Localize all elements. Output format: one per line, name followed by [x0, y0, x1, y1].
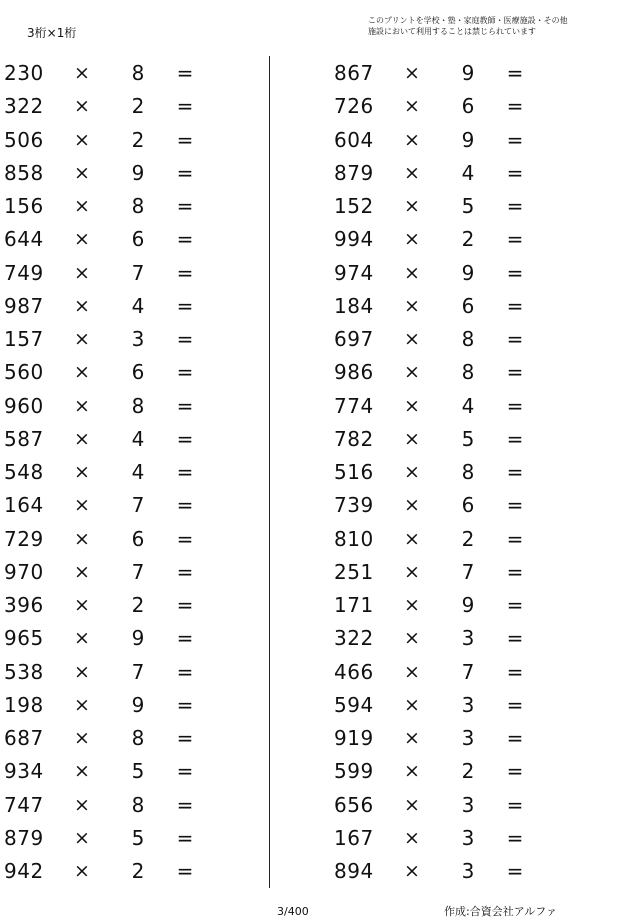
multiplier: 5 — [131, 759, 145, 784]
multiplier: 2 — [131, 94, 145, 119]
equals-sign: = — [176, 759, 194, 784]
multiplier: 2 — [461, 526, 475, 551]
times-sign: × — [404, 627, 420, 650]
times-sign: × — [404, 328, 420, 350]
multiplier: 6 — [461, 94, 475, 119]
problem-row — [0, 57, 240, 90]
equals-sign: = — [176, 726, 194, 750]
problem-row — [330, 57, 570, 90]
problem-row — [0, 223, 240, 256]
problem-row — [0, 822, 240, 855]
times-sign: × — [404, 693, 420, 716]
problem-row — [330, 290, 570, 323]
multiplicand: 934 — [4, 759, 44, 784]
equals-sign: = — [506, 393, 524, 418]
equals-sign: = — [176, 393, 194, 418]
problem-row — [0, 323, 240, 356]
multiplier: 7 — [131, 260, 145, 285]
multiplier: 9 — [461, 593, 475, 617]
times-sign: × — [74, 627, 90, 650]
multiplier: 2 — [461, 227, 475, 252]
times-sign: × — [404, 261, 420, 284]
equals-sign: = — [176, 360, 194, 385]
equals-sign: = — [506, 792, 524, 817]
problem-row — [330, 124, 570, 157]
times-sign: × — [74, 727, 90, 749]
multiplicand: 466 — [334, 659, 374, 684]
multiplier: 9 — [131, 160, 145, 185]
equals-sign: = — [176, 293, 194, 318]
problem-row — [330, 423, 570, 456]
times-sign: × — [404, 527, 420, 550]
problem-row — [0, 556, 240, 589]
times-sign: × — [74, 560, 90, 583]
multiplier: 4 — [131, 426, 145, 451]
equals-sign: = — [176, 493, 194, 518]
multiplier: 9 — [461, 127, 475, 152]
equals-sign: = — [176, 227, 194, 252]
multiplier: 4 — [131, 293, 145, 318]
times-sign: × — [74, 427, 90, 450]
equals-sign: = — [506, 160, 524, 185]
times-sign: × — [404, 461, 420, 483]
times-sign: × — [404, 826, 420, 849]
equals-sign: = — [506, 360, 524, 385]
times-sign: × — [74, 294, 90, 317]
multiplicand: 251 — [334, 559, 374, 584]
times-sign: × — [74, 128, 90, 151]
times-sign: × — [404, 95, 420, 118]
multiplicand: 729 — [4, 526, 44, 551]
multiplier: 5 — [131, 825, 145, 850]
multiplier: 3 — [461, 726, 475, 750]
times-sign: × — [74, 594, 90, 616]
times-sign: × — [74, 494, 90, 517]
times-sign: × — [404, 361, 420, 384]
equals-sign: = — [506, 260, 524, 285]
problem-row — [0, 722, 240, 755]
multiplier: 2 — [131, 593, 145, 617]
multiplier: 2 — [461, 759, 475, 784]
multiplier: 5 — [461, 426, 475, 451]
multiplicand: 599 — [334, 759, 374, 784]
multiplicand: 548 — [4, 460, 44, 484]
times-sign: × — [74, 527, 90, 550]
times-sign: × — [404, 294, 420, 317]
problem-row — [330, 90, 570, 123]
times-sign: × — [404, 727, 420, 749]
equals-sign: = — [176, 94, 194, 119]
multiplier: 7 — [131, 559, 145, 584]
equals-sign: = — [506, 227, 524, 252]
problem-row — [330, 456, 570, 489]
problem-row — [0, 456, 240, 489]
multiplier: 6 — [131, 227, 145, 252]
times-sign: × — [404, 195, 420, 217]
multiplier: 6 — [131, 526, 145, 551]
multiplier: 8 — [131, 726, 145, 750]
multiplier: 7 — [131, 493, 145, 518]
multiplier: 8 — [461, 327, 475, 351]
problem-row — [0, 523, 240, 556]
problem-row — [0, 90, 240, 123]
multiplier: 9 — [131, 692, 145, 717]
multiplicand: 230 — [4, 61, 44, 85]
right-problem-column — [330, 57, 570, 888]
problem-row — [330, 523, 570, 556]
problem-row — [0, 290, 240, 323]
multiplicand: 697 — [334, 327, 374, 351]
multiplicand: 687 — [4, 726, 44, 750]
multiplicand: 858 — [4, 160, 44, 185]
multiplier: 9 — [461, 61, 475, 85]
problem-row — [330, 822, 570, 855]
times-sign: × — [74, 826, 90, 849]
multiplicand: 726 — [334, 94, 374, 119]
problem-row — [0, 855, 240, 888]
equals-sign: = — [176, 792, 194, 817]
multiplicand: 987 — [4, 293, 44, 318]
times-sign: × — [404, 594, 420, 616]
multiplier: 7 — [461, 559, 475, 584]
equals-sign: = — [506, 460, 524, 484]
times-sign: × — [74, 62, 90, 84]
multiplier: 2 — [131, 859, 145, 883]
times-sign: × — [74, 693, 90, 716]
times-sign: × — [404, 860, 420, 882]
multiplicand: 656 — [334, 792, 374, 817]
times-sign: × — [74, 261, 90, 284]
multiplier: 6 — [461, 493, 475, 518]
problem-row — [330, 390, 570, 423]
multiplicand: 516 — [334, 460, 374, 484]
equals-sign: = — [506, 726, 524, 750]
problem-row — [0, 423, 240, 456]
problem-row — [0, 190, 240, 223]
times-sign: × — [404, 660, 420, 683]
multiplicand: 974 — [334, 260, 374, 285]
multiplicand: 167 — [334, 825, 374, 850]
times-sign: × — [404, 161, 420, 184]
multiplicand: 604 — [334, 127, 374, 152]
multiplicand: 156 — [4, 194, 44, 218]
multiplicand: 960 — [4, 393, 44, 418]
multiplicand: 965 — [4, 626, 44, 651]
usage-notice — [368, 15, 568, 37]
equals-sign: = — [506, 759, 524, 784]
multiplicand: 747 — [4, 792, 44, 817]
equals-sign: = — [506, 593, 524, 617]
times-sign: × — [74, 461, 90, 483]
problem-row — [330, 556, 570, 589]
equals-sign: = — [176, 659, 194, 684]
multiplicand: 184 — [334, 293, 374, 318]
equals-sign: = — [176, 194, 194, 218]
problem-row — [0, 390, 240, 423]
page-number: 3/400 — [277, 905, 309, 918]
problem-row — [330, 323, 570, 356]
multiplicand: 322 — [4, 94, 44, 119]
multiplier: 8 — [131, 61, 145, 85]
problem-row — [330, 622, 570, 655]
multiplicand: 970 — [4, 559, 44, 584]
equals-sign: = — [506, 194, 524, 218]
multiplier: 8 — [131, 194, 145, 218]
times-sign: × — [404, 228, 420, 251]
multiplier: 4 — [461, 160, 475, 185]
problem-row — [0, 656, 240, 689]
problem-row — [330, 855, 570, 888]
worksheet-title: 3桁×1桁 — [27, 26, 77, 40]
equals-sign: = — [506, 493, 524, 518]
equals-sign: = — [176, 460, 194, 484]
multiplier: 8 — [131, 393, 145, 418]
multiplicand: 644 — [4, 227, 44, 252]
times-sign: × — [74, 760, 90, 783]
times-sign: × — [74, 860, 90, 882]
equals-sign: = — [176, 526, 194, 551]
equals-sign: = — [506, 692, 524, 717]
multiplier: 7 — [461, 659, 475, 684]
problem-row — [330, 489, 570, 522]
multiplier: 9 — [131, 626, 145, 651]
usage-notice-line: このプリントを学校・塾・家庭教師・医療施設・その他 — [368, 16, 568, 25]
problem-row — [330, 722, 570, 755]
equals-sign: = — [176, 692, 194, 717]
multiplicand: 867 — [334, 61, 374, 85]
multiplicand: 164 — [4, 493, 44, 518]
problem-row — [0, 755, 240, 788]
multiplicand: 171 — [334, 593, 374, 617]
equals-sign: = — [506, 526, 524, 551]
multiplicand: 879 — [4, 825, 44, 850]
equals-sign: = — [506, 859, 524, 883]
multiplier: 3 — [461, 859, 475, 883]
times-sign: × — [404, 62, 420, 84]
multiplicand: 919 — [334, 726, 374, 750]
multiplier: 4 — [461, 393, 475, 418]
equals-sign: = — [176, 160, 194, 185]
equals-sign: = — [176, 559, 194, 584]
times-sign: × — [74, 95, 90, 118]
equals-sign: = — [176, 61, 194, 85]
times-sign: × — [404, 394, 420, 417]
multiplier: 5 — [461, 194, 475, 218]
multiplicand: 560 — [4, 360, 44, 385]
equals-sign: = — [506, 327, 524, 351]
multiplicand: 986 — [334, 360, 374, 385]
problem-row — [330, 689, 570, 722]
problem-row — [0, 489, 240, 522]
multiplicand: 749 — [4, 260, 44, 285]
problem-row — [0, 157, 240, 190]
multiplicand: 322 — [334, 626, 374, 651]
multiplier: 3 — [461, 825, 475, 850]
equals-sign: = — [176, 327, 194, 351]
times-sign: × — [74, 660, 90, 683]
multiplicand: 587 — [4, 426, 44, 451]
problem-row — [0, 622, 240, 655]
problem-row — [330, 356, 570, 389]
multiplicand: 879 — [334, 160, 374, 185]
problem-row — [330, 157, 570, 190]
multiplier: 7 — [131, 659, 145, 684]
multiplicand: 157 — [4, 327, 44, 351]
problem-row — [330, 789, 570, 822]
multiplicand: 396 — [4, 593, 44, 617]
multiplier: 6 — [461, 293, 475, 318]
multiplier: 9 — [461, 260, 475, 285]
problem-row — [330, 223, 570, 256]
multiplier: 8 — [461, 360, 475, 385]
multiplicand: 810 — [334, 526, 374, 551]
equals-sign: = — [176, 593, 194, 617]
equals-sign: = — [176, 825, 194, 850]
multiplier: 3 — [461, 626, 475, 651]
multiplicand: 942 — [4, 859, 44, 883]
problem-row — [330, 755, 570, 788]
equals-sign: = — [176, 260, 194, 285]
times-sign: × — [404, 793, 420, 816]
equals-sign: = — [176, 859, 194, 883]
problem-row — [330, 190, 570, 223]
times-sign: × — [74, 328, 90, 350]
multiplicand: 198 — [4, 692, 44, 717]
equals-sign: = — [506, 825, 524, 850]
problem-row — [330, 656, 570, 689]
equals-sign: = — [506, 559, 524, 584]
times-sign: × — [74, 195, 90, 217]
equals-sign: = — [506, 659, 524, 684]
equals-sign: = — [176, 426, 194, 451]
problem-row — [0, 124, 240, 157]
times-sign: × — [74, 793, 90, 816]
multiplier: 4 — [131, 460, 145, 484]
multiplier: 8 — [131, 792, 145, 817]
multiplicand: 152 — [334, 194, 374, 218]
equals-sign: = — [176, 127, 194, 152]
times-sign: × — [404, 760, 420, 783]
multiplier: 6 — [131, 360, 145, 385]
equals-sign: = — [506, 293, 524, 318]
equals-sign: = — [506, 61, 524, 85]
times-sign: × — [74, 228, 90, 251]
times-sign: × — [74, 361, 90, 384]
multiplier: 3 — [461, 792, 475, 817]
multiplicand: 994 — [334, 227, 374, 252]
equals-sign: = — [176, 626, 194, 651]
problem-row — [0, 356, 240, 389]
multiplier: 3 — [131, 327, 145, 351]
problem-row — [0, 689, 240, 722]
left-problem-column — [0, 57, 240, 888]
equals-sign: = — [506, 94, 524, 119]
author-credit: 作成:合資会社アルファ — [444, 905, 558, 918]
times-sign: × — [404, 494, 420, 517]
equals-sign: = — [506, 626, 524, 651]
problem-row — [0, 589, 240, 622]
times-sign: × — [404, 427, 420, 450]
column-divider — [269, 56, 270, 888]
equals-sign: = — [506, 426, 524, 451]
multiplicand: 739 — [334, 493, 374, 518]
problem-row — [0, 789, 240, 822]
problem-row — [0, 257, 240, 290]
times-sign: × — [74, 161, 90, 184]
times-sign: × — [74, 394, 90, 417]
multiplicand: 782 — [334, 426, 374, 451]
multiplier: 8 — [461, 460, 475, 484]
equals-sign: = — [506, 127, 524, 152]
multiplicand: 506 — [4, 127, 44, 152]
times-sign: × — [404, 128, 420, 151]
multiplicand: 538 — [4, 659, 44, 684]
multiplicand: 774 — [334, 393, 374, 418]
problem-row — [330, 589, 570, 622]
multiplier: 2 — [131, 127, 145, 152]
problem-row — [330, 257, 570, 290]
times-sign: × — [404, 560, 420, 583]
multiplicand: 594 — [334, 692, 374, 717]
multiplicand: 894 — [334, 859, 374, 883]
multiplier: 3 — [461, 692, 475, 717]
usage-notice-line: 施設において利用することは禁じられています — [368, 27, 536, 36]
